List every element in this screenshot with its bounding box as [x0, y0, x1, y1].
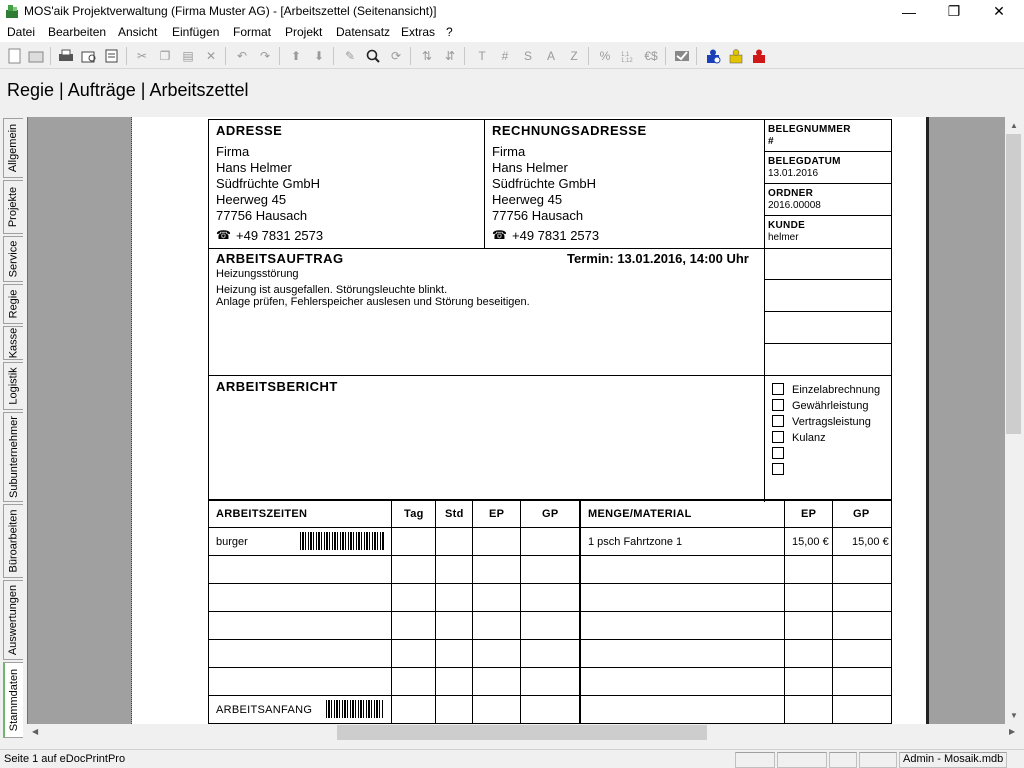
- tab-auswertungen[interactable]: [3, 580, 23, 660]
- billing-label: RECHNUNGSADRESSE: [492, 123, 647, 138]
- tab-label: Projekte: [7, 186, 20, 228]
- meta-label: KUNDE: [768, 220, 806, 231]
- toolbar-separator: [464, 47, 465, 65]
- tab-label: Subunternehmer: [7, 416, 20, 498]
- billing-line: Firma: [492, 144, 526, 159]
- barcode: [326, 700, 384, 718]
- row-line: [208, 695, 892, 696]
- close-button[interactable]: ✕: [993, 3, 1005, 19]
- tab-logistik[interactable]: [3, 362, 23, 410]
- material-gp: 15,00 €: [852, 536, 889, 548]
- billing-phone: +49 7831 2573: [512, 228, 600, 243]
- meta-value: #: [768, 136, 774, 147]
- divider: [764, 343, 892, 344]
- divider: [764, 151, 892, 152]
- order-description: Heizung ist ausgefallen. Störungsleuchte blinkt.: [216, 284, 448, 296]
- row-line: [208, 583, 892, 584]
- divider: [764, 311, 892, 312]
- checkbox-label: Kulanz: [792, 432, 826, 444]
- checkbox[interactable]: [772, 415, 784, 427]
- document-page: [132, 117, 926, 724]
- divider: [764, 215, 892, 216]
- menu-format[interactable]: Format: [233, 25, 272, 39]
- status-panel: [777, 752, 827, 768]
- tab-label: Auswertungen: [7, 584, 20, 656]
- tab-label: Logistik: [7, 367, 20, 405]
- open-icon[interactable]: [27, 47, 45, 65]
- material-ep: 15,00 €: [792, 536, 829, 548]
- address-line: Firma: [216, 144, 250, 159]
- divider: [764, 183, 892, 184]
- billing-line: Südfrüchte GmbH: [492, 176, 597, 191]
- start-label: ARBEITSANFANG: [216, 704, 313, 716]
- address-line: Hans Helmer: [216, 160, 292, 175]
- billing-line: 77756 Hausach: [492, 208, 584, 223]
- scroll-up-icon[interactable]: ▲: [1010, 121, 1018, 130]
- menu-ansicht[interactable]: Ansicht: [118, 25, 158, 39]
- toolbar-separator: [588, 47, 589, 65]
- phone-icon: ☎: [216, 228, 231, 242]
- move-down-icon[interactable]: ⬇: [313, 49, 325, 63]
- decimal-icon[interactable]: [619, 47, 637, 65]
- menu-projekt[interactable]: Projekt: [285, 25, 323, 39]
- user-blue-icon[interactable]: [704, 47, 722, 65]
- checkbox[interactable]: [772, 463, 784, 475]
- format-text-button[interactable]: T: [478, 49, 486, 63]
- column-header: Tag: [404, 508, 424, 520]
- order-label: ARBEITSAUFTRAG: [216, 251, 344, 266]
- divider: [484, 119, 485, 249]
- column-header: GP: [853, 508, 870, 520]
- refresh-icon[interactable]: ⟳: [390, 49, 402, 63]
- address-label: ADRESSE: [216, 123, 283, 138]
- checkbox[interactable]: [772, 447, 784, 459]
- report-label: ARBEITSBERICHT: [216, 379, 338, 394]
- window-title: MOS'aik Projektverwaltung (Firma Muster AG) - [Arbeitszettel (Seitenansicht)]: [24, 4, 437, 18]
- redo-icon[interactable]: ↷: [259, 49, 271, 63]
- toolbar-separator: [333, 47, 334, 65]
- tab-label: Büroarbeiten: [7, 509, 20, 573]
- tab-allgemein[interactable]: [3, 118, 23, 178]
- edit-pencil-icon[interactable]: ✎: [344, 49, 356, 63]
- tab-label: Allgemein: [7, 123, 20, 173]
- menu-bar: [0, 23, 1024, 42]
- address-line: Heerweg 45: [216, 192, 287, 207]
- svg-text:1,1: 1,1: [621, 52, 630, 58]
- divider: [764, 279, 892, 280]
- status-right: Admin - Mosaik.mdb: [903, 753, 1004, 765]
- page-setup-icon[interactable]: [103, 47, 121, 65]
- check-icon[interactable]: [673, 47, 691, 65]
- move-up-icon[interactable]: ⬆: [290, 49, 302, 63]
- format-z-button[interactable]: Z: [570, 49, 578, 63]
- currency-button[interactable]: €$: [644, 49, 658, 63]
- checkbox-label: Einzelabrechnung: [792, 384, 881, 396]
- menu-einfuegen[interactable]: Einfügen: [172, 25, 220, 39]
- toolbar-separator: [279, 47, 280, 65]
- scroll-right-icon[interactable]: ▶: [1009, 727, 1016, 736]
- scroll-down-icon[interactable]: ▼: [1010, 711, 1018, 720]
- row-line: [208, 611, 892, 612]
- billing-line: Heerweg 45: [492, 192, 563, 207]
- meta-value: 13.01.2016: [768, 168, 819, 179]
- user-yellow-icon[interactable]: [727, 47, 745, 65]
- meta-label: BELEGNUMMER: [768, 124, 851, 135]
- tab-service[interactable]: [3, 236, 23, 282]
- undo-icon[interactable]: ↶: [236, 49, 248, 63]
- tab-stammdaten[interactable]: [3, 662, 23, 738]
- horizontal-scrollbar[interactable]: [27, 724, 1022, 741]
- column-header: EP: [489, 508, 505, 520]
- menu-bearbeiten[interactable]: Bearbeiten: [48, 25, 107, 39]
- tab-bueroarbeiten[interactable]: [3, 504, 23, 578]
- tab-label: Kasse: [7, 327, 20, 359]
- status-panel: [859, 752, 897, 768]
- order-termin: Termin: 13.01.2016, 14:00 Uhr: [567, 251, 749, 266]
- format-a-button[interactable]: A: [546, 49, 555, 63]
- horizontal-scroll-thumb[interactable]: [337, 725, 707, 740]
- column-header: Std: [445, 508, 464, 520]
- vertical-scroll-thumb[interactable]: [1006, 134, 1021, 434]
- tab-label: Regie: [7, 289, 20, 319]
- address-line: Südfrüchte GmbH: [216, 176, 321, 191]
- row-line: [208, 527, 892, 528]
- meta-value: 2016.00008: [768, 200, 821, 211]
- format-number-button[interactable]: #: [501, 49, 509, 63]
- cut-icon[interactable]: ✂: [136, 49, 148, 63]
- sort-ascending-icon[interactable]: ⇅: [421, 49, 433, 63]
- row-line: [208, 555, 892, 556]
- billing-line: Hans Helmer: [492, 160, 568, 175]
- menu-datensatz[interactable]: Datensatz: [336, 25, 391, 39]
- status-bar: [0, 749, 1024, 768]
- status-left: Seite 1 auf eDocPrintPro: [4, 753, 126, 765]
- copy-icon[interactable]: ❐: [159, 49, 171, 63]
- document-viewer[interactable]: [27, 117, 1022, 724]
- checkbox-label: Vertragsleistung: [792, 416, 871, 428]
- svg-text:1,12: 1,12: [621, 58, 633, 63]
- app-icon: [5, 4, 19, 19]
- title-bar: [0, 0, 1024, 23]
- format-s-button[interactable]: S: [523, 49, 532, 63]
- breadcrumb: Regie | Aufträge | Arbeitszettel: [7, 80, 249, 100]
- address-line: 77756 Hausach: [216, 208, 308, 223]
- tab-label: Stammdaten: [8, 668, 20, 732]
- checkbox[interactable]: [772, 399, 784, 411]
- row-line: [208, 667, 892, 668]
- print-icon[interactable]: [57, 47, 75, 65]
- sort-descending-icon[interactable]: ⇵: [444, 49, 456, 63]
- tab-subunternehmer[interactable]: [3, 412, 23, 502]
- menu-datei[interactable]: Datei: [7, 25, 36, 39]
- barcode: [300, 532, 384, 550]
- column-header: GP: [542, 508, 559, 520]
- vertical-scrollbar[interactable]: [1005, 117, 1022, 724]
- column-header: MENGE/MATERIAL: [588, 508, 692, 520]
- worker-name: burger: [216, 536, 248, 548]
- user-red-icon[interactable]: [750, 47, 768, 65]
- column-header: ARBEITSZEITEN: [216, 508, 308, 520]
- paste-icon[interactable]: ▤: [182, 49, 194, 63]
- toolbar-separator: [126, 47, 127, 65]
- phone-icon: ☎: [492, 228, 507, 242]
- delete-icon[interactable]: ✕: [205, 49, 217, 63]
- meta-label: ORDNER: [768, 188, 814, 199]
- order-box: [208, 248, 892, 376]
- toolbar-separator: [696, 47, 697, 65]
- tab-label: Service: [7, 240, 20, 278]
- maximize-button[interactable]: ❐: [947, 3, 961, 19]
- checkbox-label: Gewährleistung: [792, 400, 869, 412]
- status-panel: [829, 752, 857, 768]
- percent-button[interactable]: %: [599, 49, 611, 63]
- side-tabs: [3, 118, 24, 738]
- page-edge: [926, 117, 929, 724]
- print-preview-icon[interactable]: [80, 47, 98, 65]
- new-icon[interactable]: [6, 47, 24, 65]
- toolbar: [0, 42, 1024, 69]
- order-subject: Heizungsstörung: [216, 268, 299, 280]
- toolbar-separator: [225, 47, 226, 65]
- meta-value: helmer: [768, 232, 799, 243]
- tab-regie[interactable]: [3, 284, 23, 324]
- toolbar-separator: [410, 47, 411, 65]
- order-description: Anlage prüfen, Fehlerspeicher auslesen und Störung beseitigen.: [216, 296, 530, 308]
- meta-label: BELEGDATUM: [768, 156, 841, 167]
- row-line: [208, 639, 892, 640]
- search-icon[interactable]: [364, 47, 382, 65]
- scroll-left-icon[interactable]: ◀: [32, 727, 39, 736]
- column-header: EP: [801, 508, 817, 520]
- minimize-button[interactable]: —: [902, 3, 916, 20]
- tab-projekte[interactable]: [3, 180, 23, 234]
- checkbox[interactable]: [772, 431, 784, 443]
- material-item: 1 psch Fahrtzone 1: [588, 536, 683, 548]
- tab-kasse[interactable]: [3, 326, 23, 360]
- toolbar-separator: [50, 47, 51, 65]
- checkbox[interactable]: [772, 383, 784, 395]
- menu-extras[interactable]: Extras: [401, 25, 436, 39]
- menu-help[interactable]: ?: [446, 25, 453, 39]
- status-panel: [735, 752, 775, 768]
- address-phone: +49 7831 2573: [236, 228, 324, 243]
- toolbar-separator: [665, 47, 666, 65]
